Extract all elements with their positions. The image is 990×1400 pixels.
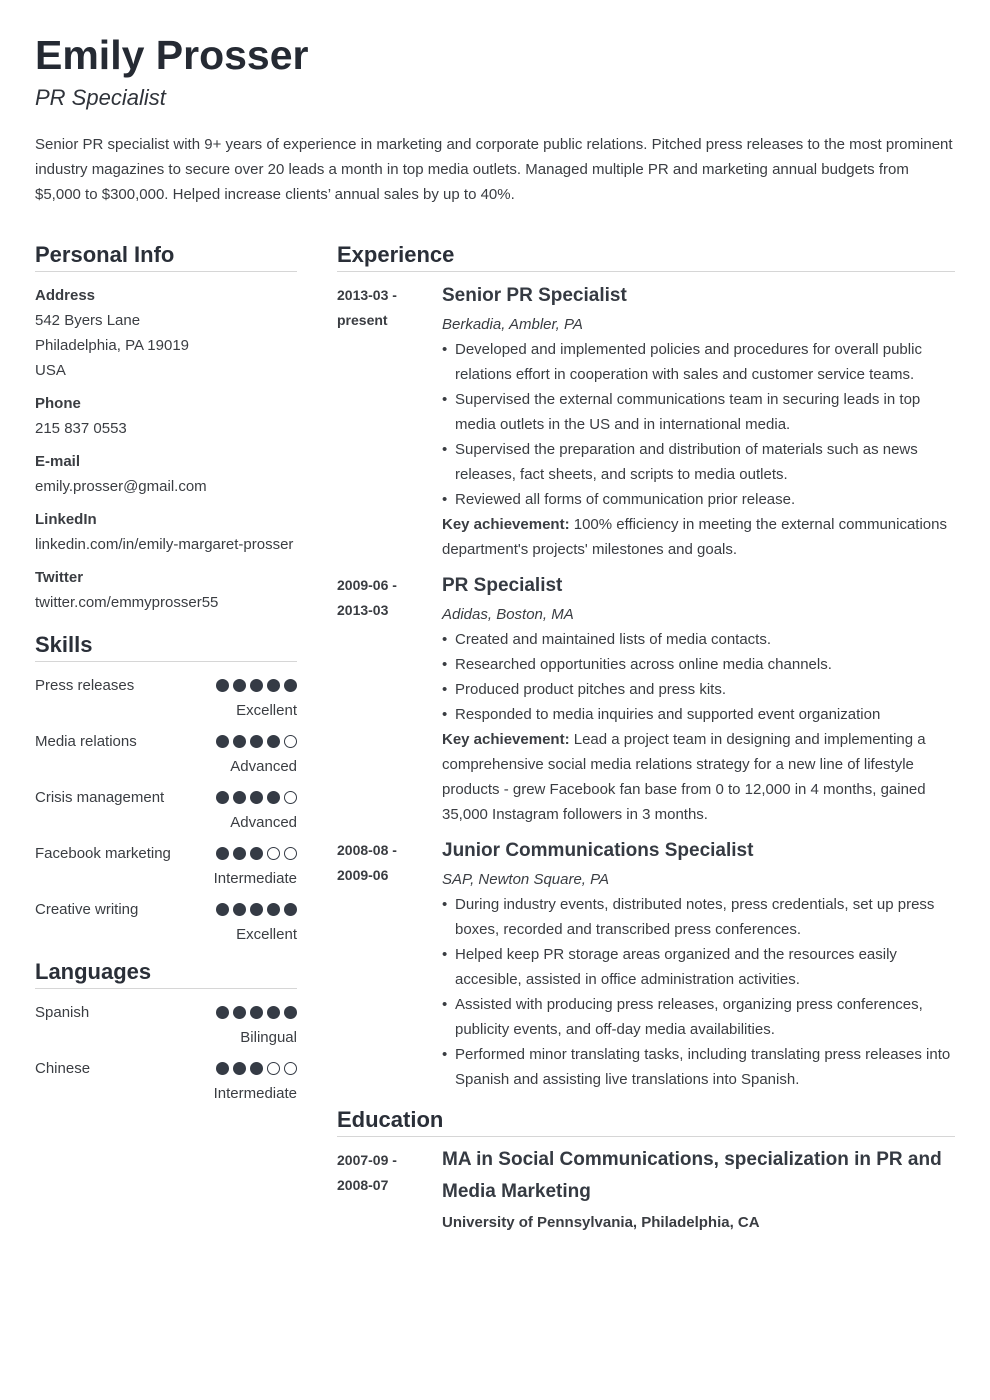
filled-dot-icon — [250, 903, 263, 916]
job-body — [442, 573, 955, 827]
filled-dot-icon — [233, 735, 246, 748]
languages-section — [35, 957, 297, 1106]
filled-dot-icon — [233, 847, 246, 860]
job-date-end: present — [337, 312, 388, 328]
filled-dot-icon — [216, 791, 229, 804]
education-date — [337, 1148, 442, 1235]
rating-row — [35, 729, 297, 754]
job-entry — [337, 573, 955, 827]
address-block — [35, 283, 297, 383]
job-bullet: • Supervised the preparation and distribution of materials such as news releases, fact sheets, and scripts to media outlets. — [442, 437, 955, 487]
skill-item — [35, 785, 297, 835]
job-bullet: • Performed minor translating tasks, including translating press releases into Spanish and assisting live translations into Spanish. — [442, 1042, 955, 1092]
filled-dot-icon — [284, 679, 297, 692]
candidate-title: PR Specialist — [35, 85, 166, 110]
language-item — [35, 1000, 297, 1050]
rating-level: Intermediate — [213, 1085, 297, 1102]
job-bullet: • Helped keep PR storage areas organized and the resources easily accesible, assisted in office administration activities. — [442, 942, 955, 992]
empty-dot-icon — [267, 1062, 280, 1075]
rating-dots — [216, 1062, 297, 1075]
filled-dot-icon — [250, 791, 263, 804]
rating-row — [35, 1000, 297, 1025]
education-entry — [337, 1148, 955, 1235]
experience-section — [337, 240, 955, 1092]
empty-dot-icon — [267, 847, 280, 860]
right-column — [337, 240, 955, 1246]
rating-row — [35, 673, 297, 698]
job-date-start: 2013-03 - — [337, 287, 397, 303]
filled-dot-icon — [267, 791, 280, 804]
skill-item — [35, 729, 297, 779]
filled-dot-icon — [267, 903, 280, 916]
job-bullet: • Responded to media inquiries and supported event organization — [442, 702, 955, 727]
job-date — [337, 283, 442, 562]
rating-level: Intermediate — [213, 870, 297, 887]
job-bullet: • Developed and implemented policies and procedures for overall public relations effort in cooperation with sales and customer service teams. — [442, 337, 955, 387]
job-bullets — [442, 627, 955, 727]
filled-dot-icon — [233, 1006, 246, 1019]
skill-item — [35, 897, 297, 947]
rating-level: Excellent — [236, 702, 297, 719]
job-entry — [337, 838, 955, 1092]
education-section — [337, 1105, 955, 1235]
job-company: SAP, Newton Square, PA — [442, 871, 610, 888]
filled-dot-icon — [284, 1006, 297, 1019]
filled-dot-icon — [250, 1062, 263, 1075]
job-date-start: 2009-06 - — [337, 577, 397, 593]
email-label: E-mail — [35, 453, 81, 470]
rating-row — [35, 841, 297, 866]
twitter-value[interactable]: twitter.com/emmyprosser55 — [35, 594, 219, 611]
filled-dot-icon — [216, 735, 229, 748]
job-bullet: • Reviewed all forms of communication prior release. — [442, 487, 955, 512]
skill-name: Media relations — [35, 733, 137, 750]
linkedin-label: LinkedIn — [35, 511, 97, 528]
section-title-experience: Experience — [337, 240, 955, 272]
languages-list — [35, 1000, 297, 1106]
empty-dot-icon — [284, 735, 297, 748]
rating-dots — [216, 847, 297, 860]
job-bullet: • Researched opportunities across online media channels. — [442, 652, 955, 677]
skills-list — [35, 673, 297, 947]
rating-dots — [216, 735, 297, 748]
filled-dot-icon — [250, 735, 263, 748]
rating-row — [35, 1056, 297, 1081]
key-achievement-text: Lead a project team in designing and implementing a comprehensive social media relations strategy for a new line of lifestyle products - grew Facebook fan base from 0 to 12,000 in 4 months, gained 35,000 Instagram followers in 3 months. — [442, 731, 926, 823]
address-line: 542 Byers Lane — [35, 312, 141, 329]
linkedin-value[interactable]: linkedin.com/in/emily-margaret-prosser — [35, 536, 294, 553]
skill-name: Facebook marketing — [35, 845, 171, 862]
job-date-start: 2008-08 - — [337, 842, 397, 858]
job-date-end: 2009-06 — [337, 867, 389, 883]
filled-dot-icon — [233, 903, 246, 916]
filled-dot-icon — [216, 903, 229, 916]
language-name: Chinese — [35, 1060, 91, 1077]
summary: Senior PR specialist with 9+ years of experience in marketing and corporate public relations. Pitched press releases to the most prominent industry magazines to secure over 20 leads a month in top media outlets. Managed multiple PR and marketing annual budgets from $5,000 to $300,000. Helped increase clients’ annual sales by up to 40%. — [35, 136, 953, 203]
job-body — [442, 283, 955, 562]
section-title-languages: Languages — [35, 957, 297, 989]
job-body — [442, 838, 955, 1092]
job-bullets — [442, 337, 955, 512]
language-item — [35, 1056, 297, 1106]
rating-dots — [216, 903, 297, 916]
linkedin-block — [35, 507, 297, 557]
skill-name: Creative writing — [35, 901, 139, 918]
email-value[interactable]: emily.prosser@gmail.com — [35, 478, 207, 495]
filled-dot-icon — [267, 679, 280, 692]
job-title: Senior PR Specialist — [442, 285, 627, 306]
phone-value: 215 837 0553 — [35, 420, 127, 437]
filled-dot-icon — [216, 847, 229, 860]
personal-info-section — [35, 240, 297, 615]
filled-dot-icon — [250, 679, 263, 692]
left-column — [35, 240, 297, 1112]
filled-dot-icon — [267, 735, 280, 748]
education-school: University of Pennsylvania, Philadelphia, CA — [442, 1214, 760, 1231]
address-line: USA — [35, 362, 66, 379]
filled-dot-icon — [233, 679, 246, 692]
education-list — [337, 1148, 955, 1235]
filled-dot-icon — [216, 679, 229, 692]
address-label: Address — [35, 287, 96, 304]
rating-dots — [216, 791, 297, 804]
address-line: Philadelphia, PA 19019 — [35, 337, 190, 354]
filled-dot-icon — [233, 1062, 246, 1075]
job-title: PR Specialist — [442, 575, 563, 596]
email-block — [35, 449, 297, 499]
education-date-end: 2008-07 — [337, 1177, 389, 1193]
filled-dot-icon — [250, 1006, 263, 1019]
filled-dot-icon — [250, 847, 263, 860]
filled-dot-icon — [216, 1006, 229, 1019]
empty-dot-icon — [284, 1062, 297, 1075]
empty-dot-icon — [284, 847, 297, 860]
rating-dots — [216, 679, 297, 692]
section-title-skills: Skills — [35, 630, 297, 662]
key-achievement-label: Key achievement: — [442, 516, 570, 533]
skill-item — [35, 673, 297, 723]
rating-dots — [216, 1006, 297, 1019]
phone-block — [35, 391, 297, 441]
job-company: Adidas, Boston, MA — [442, 606, 574, 623]
twitter-label: Twitter — [35, 569, 84, 586]
job-title: Junior Communications Specialist — [442, 840, 754, 861]
job-entry — [337, 283, 955, 562]
rating-row — [35, 785, 297, 810]
education-body — [442, 1148, 955, 1235]
skill-item — [35, 841, 297, 891]
section-title-personal-info: Personal Info — [35, 240, 297, 272]
rating-level: Advanced — [230, 814, 297, 831]
education-degree: MA in Social Communications, specialization in PR and Media Marketing — [442, 1149, 942, 1202]
filled-dot-icon — [216, 1062, 229, 1075]
empty-dot-icon — [284, 791, 297, 804]
rating-row — [35, 897, 297, 922]
skill-name: Press releases — [35, 677, 135, 694]
rating-level: Excellent — [236, 926, 297, 943]
job-bullets — [442, 892, 955, 1092]
language-name: Spanish — [35, 1004, 90, 1021]
key-achievement-text: 100% efficiency in meeting the external communications department's projects' milestones and goals. — [442, 516, 947, 558]
education-date-start: 2007-09 - — [337, 1152, 397, 1168]
rating-level: Advanced — [230, 758, 297, 775]
key-achievement-label: Key achievement: — [442, 731, 570, 748]
job-bullet: • During industry events, distributed notes, press credentials, set up press boxes, recorded and transcribed press conferences. — [442, 892, 955, 942]
job-date — [337, 573, 442, 827]
candidate-name: Emily Prosser — [35, 32, 309, 78]
job-bullet: • Produced product pitches and press kits. — [442, 677, 955, 702]
job-bullet: • Supervised the external communications team in securing leads in top media outlets in the US and in international media. — [442, 387, 955, 437]
skills-section — [35, 630, 297, 947]
jobs-list — [337, 283, 955, 1092]
skill-name: Crisis management — [35, 789, 165, 806]
job-bullet: • Created and maintained lists of media contacts. — [442, 627, 955, 652]
section-title-education: Education — [337, 1105, 955, 1137]
key-achievement — [442, 727, 955, 827]
job-date — [337, 838, 442, 1092]
filled-dot-icon — [267, 1006, 280, 1019]
job-date-end: 2013-03 — [337, 602, 389, 618]
twitter-block — [35, 565, 297, 615]
job-company: Berkadia, Ambler, PA — [442, 316, 583, 333]
rating-level: Bilingual — [240, 1029, 297, 1046]
filled-dot-icon — [233, 791, 246, 804]
phone-label: Phone — [35, 395, 81, 412]
key-achievement — [442, 512, 955, 562]
job-bullet: • Assisted with producing press releases, organizing press conferences, publicity events, and off-day media availabilities. — [442, 992, 955, 1042]
filled-dot-icon — [284, 903, 297, 916]
